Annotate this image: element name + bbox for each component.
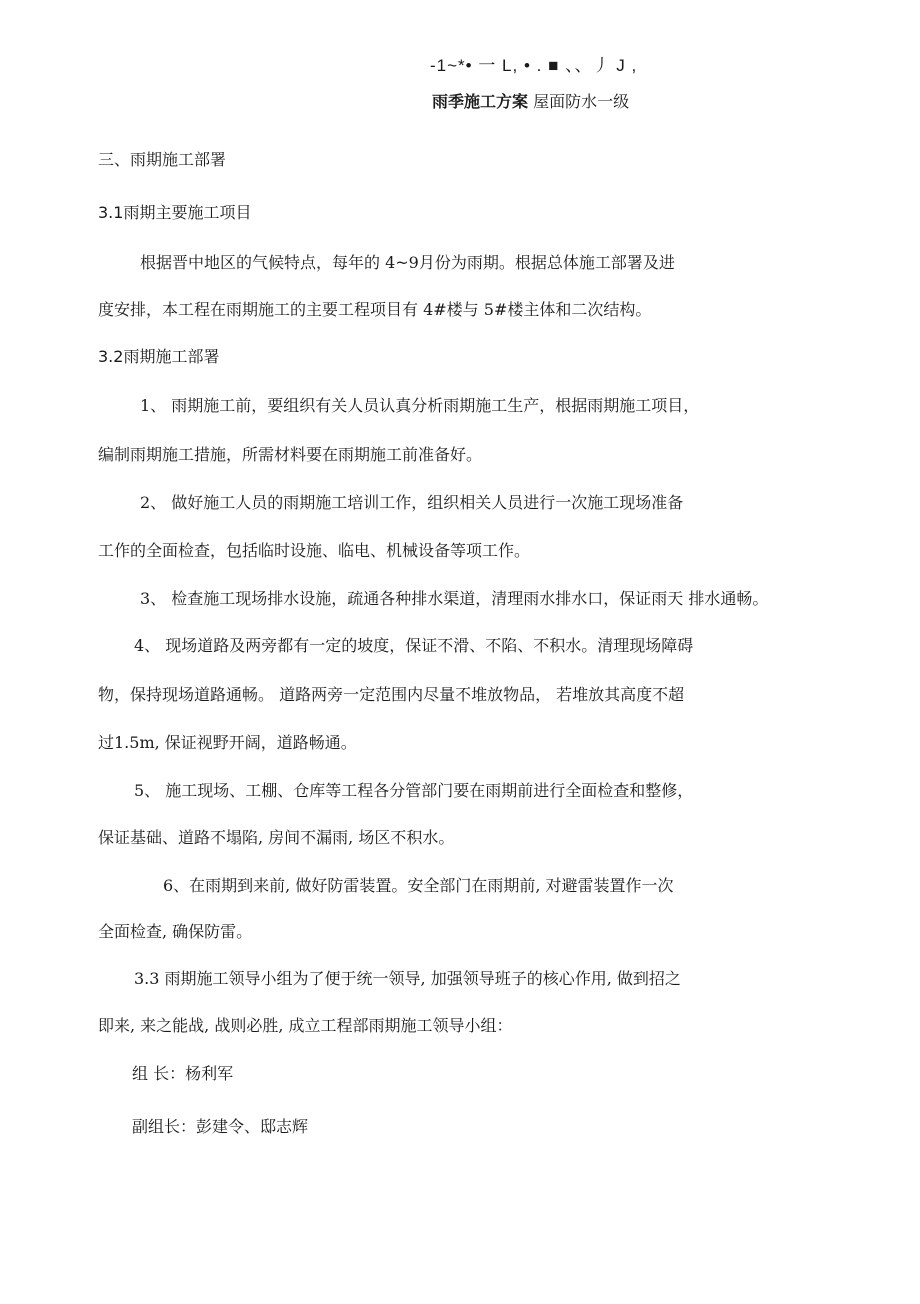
item-5-line-2: 保证基础、道路不塌陷, 房间不漏雨, 场区不积水。 [98, 828, 455, 847]
paragraph-3-3-line-1: 3.3 雨期施工领导小组为了便于统一领导, 加强领导班子的核心作用, 做到招之 [134, 969, 681, 988]
document-title: 雨季施工方案 [432, 92, 529, 111]
item-5-line-1: 5、 施工现场、工棚、仓库等工程各分管部门要在雨期前进行全面检查和整修， [134, 781, 694, 800]
item-2-line-1: 2、 做好施工人员的雨期施工培训工作，组织相关人员进行一次施工现场准备 [140, 493, 684, 512]
document-subtitle: 屋面防水一级 [533, 92, 630, 111]
paragraph-3-1-line-1: 根据晋中地区的气候特点，每年的 4~9月份为雨期。根据总体施工部署及进 [140, 253, 675, 272]
header-artifact-text: -1~*• 一 L, • . ■ 、、丿 J , [430, 56, 638, 75]
subsection-3-2-heading: 3.2雨期施工部署 [98, 347, 220, 366]
item-4-line-1: 4、 现场道路及两旁都有一定的坡度，保证不滑、不陷、不积水。清理现场障碍 [134, 636, 694, 655]
item-6-line-2: 全面检查, 确保防雷。 [98, 922, 253, 941]
item-4-line-2: 物，保持现场道路通畅。 道路两旁一定范围内尽量不堆放物品， 若堆放其高度不超 [98, 685, 685, 704]
paragraph-3-1-line-2: 度安排，本工程在雨期施工的主要工程项目有 4#楼与 5#楼主体和二次结构。 [98, 300, 652, 319]
subsection-3-1-heading: 3.1雨期主要施工项目 [98, 203, 252, 222]
section-heading: 三、雨期施工部署 [98, 150, 227, 169]
document-header [432, 92, 629, 112]
item-3-line-1: 3、 检查施工现场排水设施，疏通各种排水渠道，清理雨水排水口，保证雨天 排水通畅。 [140, 589, 769, 608]
header-scan-artifact [430, 56, 637, 76]
item-2-line-2: 工作的全面检查，包括临时设施、临电、机械设备等项工作。 [98, 541, 531, 560]
paragraph-3-3-line-2: 即来, 来之能战, 战则必胜, 成立工程部雨期施工领导小组： [98, 1016, 513, 1035]
item-4-line-3: 过1.5m, 保证视野开阔，道路畅通。 [98, 733, 357, 752]
item-1-line-2: 编制雨期施工措施，所需材料要在雨期施工前准备好。 [98, 445, 483, 464]
item-6-line-1: 6、在雨期到来前, 做好防雷装置。安全部门在雨期前, 对避雷装置作一次 [163, 876, 674, 895]
item-1-line-1: 1、 雨期施工前，要组织有关人员认真分析雨期施工生产，根据雨期施工项目， [140, 396, 700, 415]
deputy-leader-entry: 副组长：彭建令、邸志辉 [132, 1117, 309, 1136]
leader-entry: 组 长：杨利军 [132, 1064, 234, 1083]
